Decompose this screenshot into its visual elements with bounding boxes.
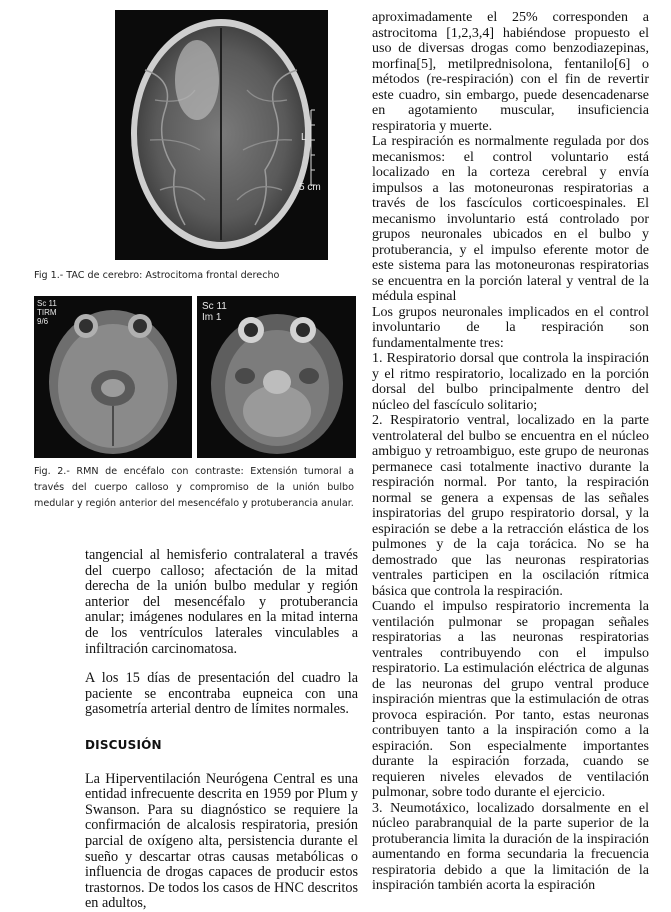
right-text-column — [372, 10, 649, 894]
body-paragraph: A los 15 días de presentación del cuadro la paciente se encontraba eupneica con una gasometría arterial dentro de límites normales. — [85, 670, 358, 718]
list-item: 2. Respiratorio ventral, localizado en la parte ventrolateral del bulbo se encuentra en el núcleo ambiguo y retroambiguo, este grupo de neuronas permanece casi totalmente inactivo durante la respiración normal. Por tanto, la respiración normal se genera a expensas de las señales inspiratorias del grupo respiratorio dorsal, y la espiración se debe a la retracción elástica de los pulmones y de la caja torácica. No se ha demostrado que las neuronas respiratorias ventrales participen en la oscilación rítmica básica que controla la respiración. — [372, 413, 649, 599]
scan-scale-label: 5 cm — [299, 182, 321, 193]
mri-right-labels: Sc 11 Im 1 — [202, 301, 227, 323]
body-paragraph: aproximadamente el 25% corresponden a astrocitoma [1,2,3,4] habiéndose propuesto el uso de diversas drogas como benzodiazepinas, morfina[5], metilprednisolona, fentanilo[6] o métodos (re-respiración) con el fin de revertir este cuadro, sin embargo, puede desencadenarse en agotamiento muscular, insuficiencia respiratoria y muerte. — [372, 10, 649, 134]
body-paragraph: Los grupos neuronales implicados en el control involuntario de la respiración son fundamentalmente tres: — [372, 304, 649, 351]
mri-left-labels: Sc 11 TIRM 9/6 — [37, 299, 57, 326]
list-item: 1. Respiratorio dorsal que controla la inspiración y el ritmo respiratorio, localizado en la porción dorsal del bulbo principalmente dentro del núcleo del fascículo solitario; — [372, 351, 649, 413]
body-paragraph: Cuando el impulso respiratorio incrementa la ventilación pulmonar se propagan señales respiratorias a las neuronas respiratorias ventrales contribuyendo con el impulso respiratorio. La estimulación eléctrica de algunas de las neuronas del grupo ventral produce inspiración mientras que la estimulación de otras provoca espiración. Por tanto, estas neuronas contribuyen tanto a la inspiración como a la espiración. Son especialmente importantes durante la espiración forzada, cuando se requieren niveles elevados de ventilación pulmonar, sobre todo durante el ejercicio. — [372, 599, 649, 800]
scan-side-marker: L — [301, 132, 307, 143]
mri-axial-image-left — [34, 296, 192, 458]
body-paragraph: La Hiperventilación Neurógena Central es una entidad infrecuente descrita en 1959 por Plum y Swanson. Para su diagnóstico se requiere la confirmación de alcalosis respiratoria, presión parcial de oxígeno alta, persistencia durante el sueño y descartar otras causas metabólicas o influencia de drogas capaces de producir estos trastornos. De todos los casos de HNC descritos en adultos, — [85, 770, 358, 912]
left-text-column — [85, 548, 358, 912]
section-heading-discussion: DISCUSIÓN — [85, 737, 162, 752]
figure-1-caption: Fig 1.- TAC de cerebro: Astrocitoma frontal derecho — [34, 270, 280, 281]
body-paragraph: La respiración es normalmente regulada por dos mecanismos: el control voluntario está localizado en la corteza cerebral y envía impulsos a las motoneuronas respiratorias a través de los fascículos corticoespinales. El mecanismo involuntario está controlado por grupos neuronales ubicados en el bulbo y protuberancia, y el impulso eferente motor de este sistema para las motoneuronas respiratorias se encuentra en la porción lateral y ventral de la médula espinal — [372, 134, 649, 304]
body-paragraph: tangencial al hemisferio contralateral a través del cuerpo calloso; afectación de la mitad derecha de la unión bulbo medular y región anterior del mesencéfalo y protuberancia anular; imágenes nodulares en la mitad interna de los ventrículos laterales vinculables a infiltración carcinomatosa. — [85, 547, 358, 657]
figure-2-caption: Fig. 2.- RMN de encéfalo con contraste: Extensión tumoral a través del cuerpo calloso y compromiso de la unión bulbo medular y región anterior del mesencéfalo y protuberancia anular. — [34, 466, 354, 509]
figure-1-brain-scan — [115, 10, 328, 260]
figure-2-mri-right — [197, 296, 356, 458]
list-item: 3. Neumotáxico, localizado dorsalmente en el núcleo parabranquial de la parte superior de la protuberancia limita la duración de la inspiración aumentando en forma secundaria la frecuencia respiratoria debido a que la limitación de la inspiración también acorta la espiración — [372, 800, 649, 893]
figure-2-mri-left — [34, 296, 192, 458]
axial-brain-scan-image — [115, 10, 328, 260]
